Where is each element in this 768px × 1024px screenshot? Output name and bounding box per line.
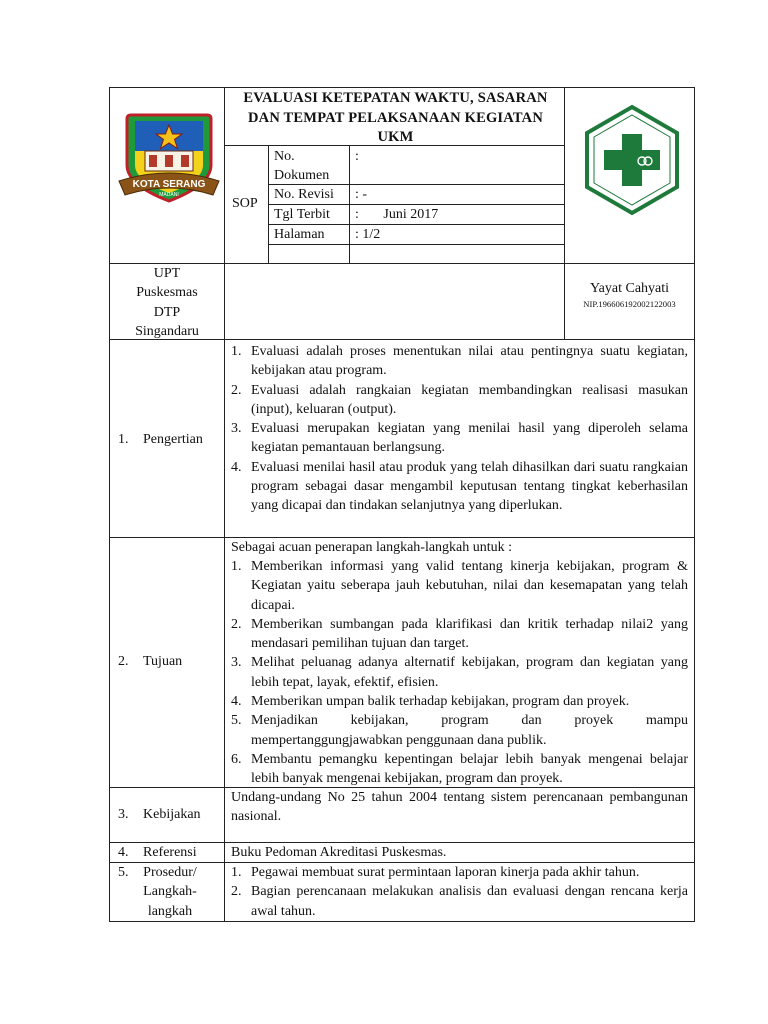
list-item — [228, 342, 688, 381]
meta-value-no-dokumen: : — [355, 149, 359, 164]
signer-name: Yayat Cahyati — [589, 281, 670, 296]
list-item — [228, 750, 688, 789]
list-item — [228, 458, 688, 516]
signer-nip: NIP.196606192002122003 — [583, 299, 676, 309]
tujuan-list — [228, 557, 688, 789]
kebijakan-text: Undang-undang No 25 tahun 2004 tentang sistem perencanaan pembangunan nasional. — [231, 790, 688, 825]
list-item — [228, 381, 688, 420]
item-number: 2. — [231, 884, 242, 900]
section-number: 2. — [118, 654, 129, 669]
list-item — [228, 557, 688, 615]
institution-name — [110, 264, 224, 341]
list-item — [228, 615, 688, 654]
institution-line: UPT — [153, 266, 181, 281]
puskesmas-logo — [582, 104, 682, 216]
logo-caption: KOTA SERANG — [132, 179, 206, 190]
section-label-referensi: Referensi — [143, 845, 197, 860]
meta-value-no-revisi: : - — [355, 187, 368, 202]
section-number: 3. — [118, 807, 129, 822]
section-number: 1. — [118, 432, 129, 447]
list-item — [228, 711, 688, 750]
item-text: Evaluasi menilai hasil atau produk yang telah dihasilkan dari suatu rangkaian program sebagai dasar mengambil keputusan tentang tingkat keberhasilan yang dicapai dan tindakan selanjutnya yang diperlukan. — [251, 459, 688, 514]
item-text: Memberikan sumbangan pada klarifikasi dan kritik terhadap nilai2 yang mendasari pemilihan tujuan dan target. — [251, 616, 688, 652]
item-text: Memberikan umpan balik terhadap kebijakan, program dan proyek. — [251, 694, 630, 710]
item-text: Pegawai membuat surat permintaan laporan kinerja pada akhir tahun. — [251, 865, 640, 880]
item-text: Evaluasi adalah proses menentukan nilai atau pentingnya suatu kegiatan, kebijakan atau program. — [251, 344, 688, 379]
item-number: 1. — [231, 865, 242, 880]
list-item — [228, 882, 688, 921]
section-label-kebijakan: Kebijakan — [143, 807, 201, 822]
item-text: Membantu pemangku kepentingan belajar lebih banyak mengenai belajar lebih banyak mengenai kebijakan, program dan proyek. — [251, 751, 688, 787]
item-number: 5. — [231, 713, 242, 729]
meta-label-no-dokumen-1: No. — [274, 149, 295, 164]
meta-value-halaman: : 1/2 — [355, 227, 381, 242]
section-label-tujuan: Tujuan — [143, 654, 183, 669]
grid-line — [109, 921, 695, 922]
institution-line: Puskesmas — [136, 285, 198, 301]
list-item — [228, 863, 688, 882]
title-line: EVALUASI KETEPATAN WAKTU, SASARAN — [243, 90, 548, 106]
item-text: Melihat peluanag adanya alternatif kebijakan, program dan kegiatan yang lebih tepat, layak, efektif, efisien. — [251, 655, 688, 690]
meta-value-tgl-terbit: : Juni 2017 — [355, 207, 439, 222]
institution-line: DTP — [153, 304, 181, 320]
meta-label-no-revisi: No. Revisi — [274, 187, 334, 202]
sop-label: SOP — [232, 196, 258, 211]
item-number: 2. — [231, 616, 242, 632]
item-text: Menjadikan kebijakan, program dan proyek mampu mempertanggungjawabkan penggunaan dana publik. — [251, 713, 688, 748]
item-text: Bagian perencanaan melakukan analisis dan evaluasi dengan rencana kerja awal tahun. — [251, 884, 688, 919]
prosedur-list — [228, 863, 688, 921]
title-line: UKM — [377, 129, 414, 145]
meta-label-halaman: Halaman — [274, 227, 325, 242]
institution-line: Singandaru — [135, 323, 199, 339]
item-number: 1. — [231, 559, 242, 574]
grid-line — [109, 87, 695, 88]
label-line: Langkah- — [143, 884, 197, 900]
item-text: Evaluasi merupakan kegiatan yang menilai hasil yang diperoleh selama kegiatan pemantauan berlangsung. — [251, 421, 688, 456]
item-text: Memberikan informasi yang valid tentang kinerja kebijakan, program & Kegiatan yaitu seberapa jauh kebutuhan, nilai dan kesemapatan yang telah dicapai. — [251, 559, 688, 613]
section-number: 5. — [118, 865, 129, 880]
item-number: 2. — [231, 382, 242, 398]
item-text: Evaluasi adalah rangkaian kegiatan membandingkan realisasi masukan (input), keluaran (output). — [251, 382, 688, 417]
logo-subcaption: MADANI — [159, 192, 179, 198]
pengertian-list — [228, 342, 688, 516]
list-item — [228, 653, 688, 692]
item-number: 1. — [231, 344, 242, 359]
label-line: Prosedur/ — [143, 865, 197, 880]
meta-label-tgl-terbit: Tgl Terbit — [274, 207, 330, 222]
title-line: DAN TEMPAT PELAKSANAAN KEGIATAN — [247, 109, 544, 126]
section-number: 4. — [118, 845, 129, 860]
kota-serang-logo — [115, 103, 223, 208]
referensi-text: Buku Pedoman Akreditasi Puskesmas. — [231, 845, 447, 860]
grid-line — [109, 87, 110, 922]
section-label-pengertian: Pengertian — [143, 432, 203, 447]
item-number: 4. — [231, 459, 242, 475]
list-item — [228, 419, 688, 458]
item-number: 6. — [231, 751, 242, 767]
document-title — [227, 89, 564, 148]
label-line: langkah — [147, 903, 193, 919]
grid-line — [694, 87, 695, 922]
section-label-prosedur — [130, 863, 210, 921]
meta-label-no-dokumen-2: Dokumen — [274, 168, 330, 183]
item-number: 4. — [231, 694, 242, 710]
tujuan-intro: Sebagai acuan penerapan langkah-langkah untuk : — [231, 540, 513, 555]
item-number: 3. — [231, 421, 242, 437]
grid-line — [224, 87, 225, 922]
list-item — [228, 692, 688, 711]
item-number: 3. — [231, 655, 242, 671]
